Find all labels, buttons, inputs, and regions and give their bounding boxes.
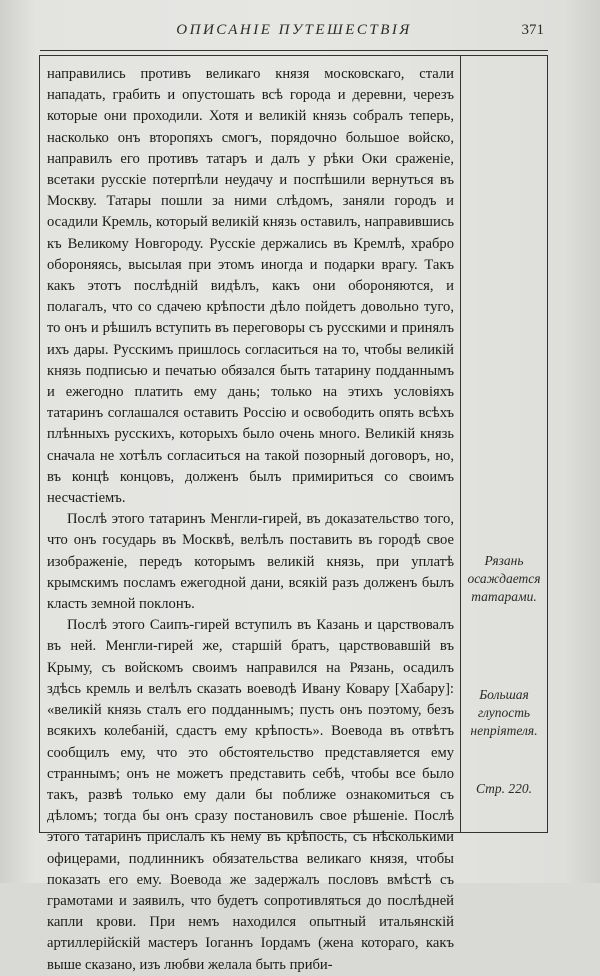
page-number: 371 <box>521 22 544 38</box>
margin-notes <box>461 56 547 832</box>
body-text <box>47 64 454 976</box>
text-frame <box>39 55 548 973</box>
running-title: ОПИСАНІЕ ПУТЕШЕСТВІЯ <box>176 22 412 38</box>
margin-note: Большая глупость непріятеля. <box>470 687 538 738</box>
paragraph: Послѣ этого Саипъ-гирей вступилъ въ Казань и царствовалъ въ ней. Менгли-гирей же, старшій братъ, царствовавшій въ Крыму, съ войскомъ своимъ направился на Рязань, осадилъ здѣсь кремль и велѣлъ сказать воеводѣ Ивану Ковару [Хабару]: «великій князь сталъ его подданнымъ; пусть онъ поэтому, безъ всякихъ колебаній, сдастъ ему крѣпость». Воевода въ отвѣтъ сообщилъ ему, что это обстоятельство представляется ему страннымъ; онъ не можетъ представить себѣ, чтобы все было такъ, развѣ только ему дали бы поближе ознакомиться съ дѣломъ; тогда бы онъ сразу постановилъ свое рѣшеніе. Послѣ этого татаринъ прислалъ къ нему въ крѣпость, съ нѣсколькими офицерами, подлинникъ обязательства великаго князя, чтобы показать его ему. Воевода же задержалъ пословъ вмѣстѣ съ грамотами и заявилъ, что будетъ сопротивляться до послѣдней капли крови. При немъ находился опытный итальянскій артиллерійскій мастеръ Іоганнъ Іордамъ (жена котораго, какъ выше сказано, изъ любви желала быть приби- <box>47 617 454 973</box>
margin-note: Рязань осаждается татарами. <box>467 553 541 604</box>
margin-note: Стр. 220. <box>475 781 533 796</box>
paragraph: направились противъ великаго князя московскаго, стали нападать, грабить и опустошать всѣ города и деревни, черезъ которые они проходили. Хотя и великій князь собралъ теперь, насколько онъ второпяхъ смогъ, порядочно большое войско, направилъ его противъ татаръ и далъ у рѣки Оки сраженіе, всетаки русскіе потерпѣли неудачу и поспѣшили вернуться въ Москву. Татары пошли за ними слѣдомъ, заняли городъ и осадили Кремль, который великій князь оставилъ, направившись къ Великому Новгороду. Русскіе держались въ Кремлѣ, храбро обороняясь, высылая при этомъ иногда и подарки врагу. Такъ какъ этотъ послѣдній видѣлъ, какъ они обороняются, и полагалъ, что со сдачею крѣпости дѣло пойдетъ довольно туго, то онъ и рѣшилъ вступить въ переговоры съ русскими и принялъ ихъ дары. Русскимъ пришлось согласиться на то, чтобы великій князь подписью и печатью обязался быть татарину подданнымъ и ежегодно платить ему дань; только на этихъ условіяхъ татаринъ соглашался оставить Россію и освободить опять всѣхъ плѣнныхъ русскихъ, которыхъ было очень много. Великій князь сначала не хотѣлъ согласиться на такой позорный договоръ, но, въ концѣ концовъ, долженъ былъ примириться со своимъ несчастіемъ. <box>47 66 454 507</box>
paragraph: Послѣ этого татаринъ Менгли-гирей, въ доказательство того, что онъ государь въ Москвѣ, велѣлъ поставить въ городѣ свое изображеніе, передъ которымъ великій князь, при уплатѣ крымскимъ посламъ ежегодной дани, всякій разъ долженъ былъ класть земной поклонъ. <box>47 511 454 613</box>
page-header <box>40 18 548 51</box>
